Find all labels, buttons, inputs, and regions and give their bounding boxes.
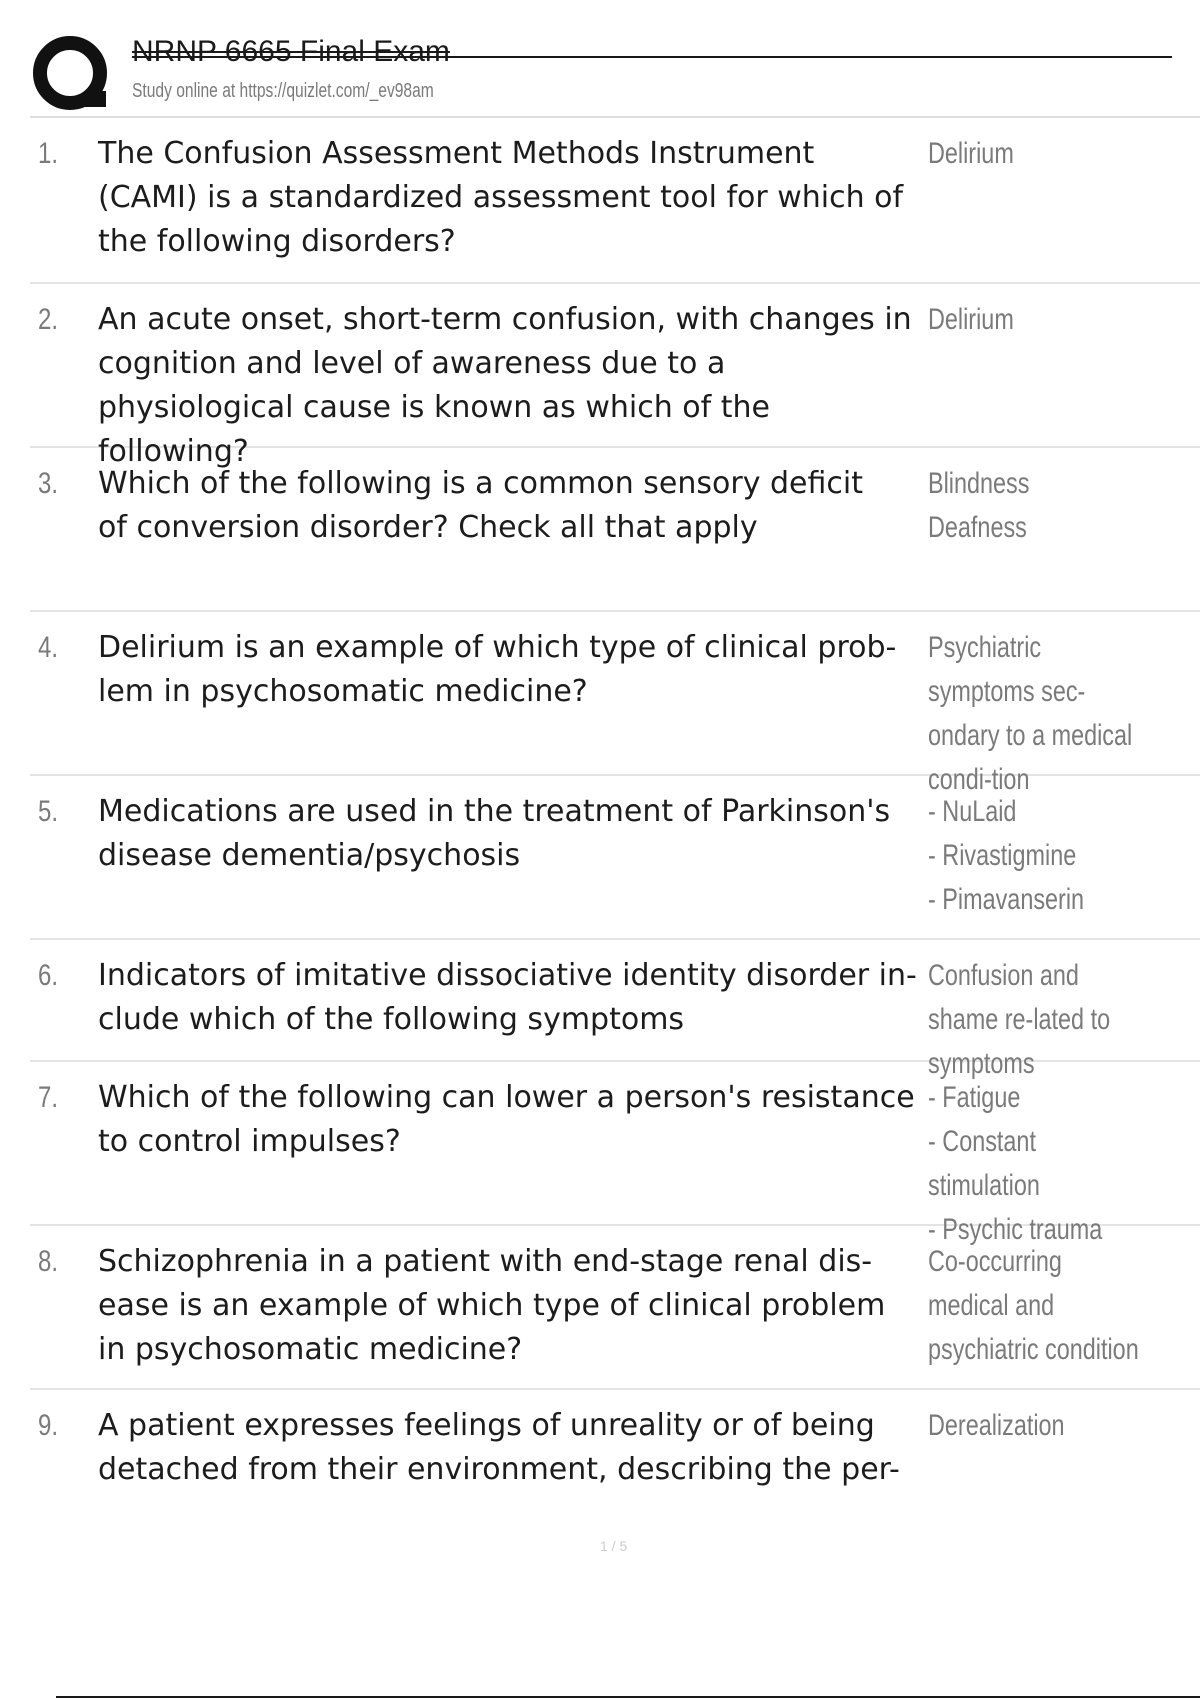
card-number: 3. [38,467,59,500]
card-definition: - Fatigue - Constant stimulation - Psychic trauma [928,1081,1103,1246]
card-term: Which of the following can lower a person's resistance to control impulses? [98,1080,915,1159]
card-definition: Confusion and shame re-lated to symptoms [928,959,1117,1080]
card-number: 7. [38,1081,59,1114]
flashcard [30,448,1200,612]
flashcard [30,940,1200,1080]
card-definition: Co-occurring medical and psychiatric condition [928,1245,1139,1366]
card-number: 6. [38,959,59,992]
card-definition: Blindness Deafness [928,467,1030,544]
flashcard [30,284,1200,469]
study-online-link[interactable]: Study online at https://quizlet.com/_ev98am [132,80,434,102]
card-definition: Delirium [928,137,1014,170]
card-number: 2. [38,303,59,336]
card-term: Medications are used in the treatment of Parkinson's disease dementia/psychosis [98,794,891,873]
card-number: 9. [38,1409,59,1442]
page-header [32,30,1142,110]
quizlet-logo-icon [32,35,112,115]
card-definition: Delirium [928,303,1014,336]
flashcard-list [30,118,1200,1510]
card-term: A patient expresses feelings of unreality or of being detached from their environment, describing the per- [98,1408,900,1487]
card-definition: Derealization [928,1409,1065,1442]
flashcard [30,1226,1200,1390]
card-number: 5. [38,795,59,828]
flashcard [30,776,1200,940]
page-number: 1 / 5 [600,1538,628,1554]
card-term: An acute onset, short-term confusion, with changes in cognition and level of awareness due to a physiological cause is known as which of the following? [98,302,912,469]
card-number: 1. [38,137,59,170]
card-term: Delirium is an example of which type of clinical prob-lem in psychosomatic medicine? [98,630,897,709]
card-definition: - NuLaid - Rivastigmine - Pimavanserin [928,795,1085,916]
card-term: Indicators of imitative dissociative identity disorder in-clude which of the following symptoms [98,958,917,1037]
flashcard [30,1390,1200,1510]
card-term: Schizophrenia in a patient with end-stage renal dis-ease is an example of which type of clinical problem in psychosomatic medicine? [98,1244,886,1367]
card-term-line: Which of the following is a common sensory deficit of conversion disorder? Check all that apply [98,466,863,545]
flashcard [30,612,1200,796]
card-term [98,462,928,590]
page-title: NRNP 6665 Final Exam [132,35,450,68]
card-definition: Psychiatric symptoms sec-ondary to a medical condi-tion [928,631,1139,796]
flashcard [30,1062,1200,1246]
card-term: The Confusion Assessment Methods Instrument (CAMI) is a standardized assessment tool for which of the following disorders? [98,136,904,259]
card-number: 8. [38,1245,59,1278]
flashcard [30,118,1200,284]
card-number: 4. [38,631,59,664]
footer-divider [56,1696,1200,1698]
